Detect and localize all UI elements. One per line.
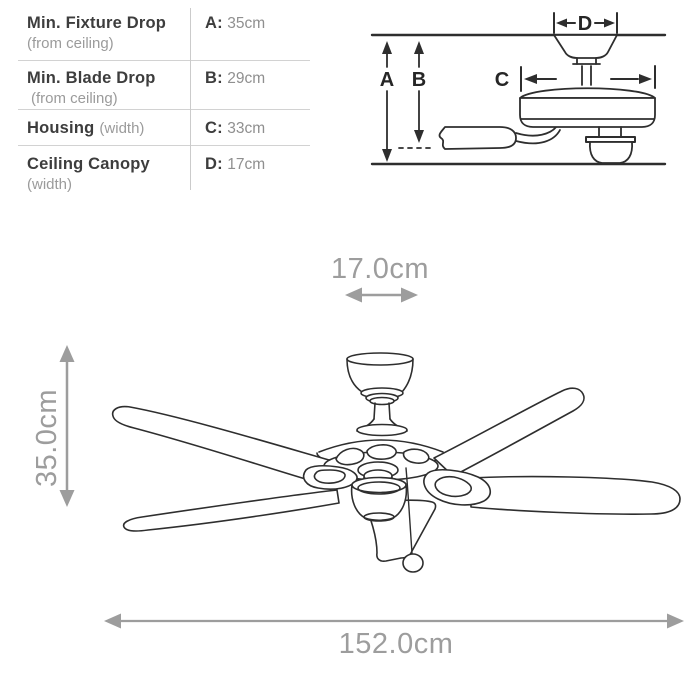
table-row <box>18 0 310 61</box>
dimension-a <box>379 41 395 162</box>
fan-illustration <box>0 230 700 700</box>
row-title: Min. Fixture Drop <box>27 14 167 32</box>
value-key: C: <box>205 119 223 137</box>
schematic-light-kit <box>586 127 635 163</box>
blade-sweep-arrow <box>104 614 684 629</box>
table-row <box>18 146 310 204</box>
side-view-diagram <box>350 0 700 200</box>
row-value <box>190 0 310 60</box>
table-row <box>18 61 310 110</box>
label-b: B <box>411 69 427 91</box>
fixture-drop-callout <box>31 345 75 507</box>
row-value <box>190 110 310 145</box>
row-title: Min. Blade Drop <box>27 69 156 87</box>
value-key: B: <box>205 69 223 87</box>
table-row <box>18 110 310 146</box>
label-a: A <box>379 69 395 91</box>
row-label <box>18 146 190 204</box>
schematic-housing <box>520 88 655 127</box>
canopy-width-label: 17.0cm <box>330 253 430 285</box>
value-number: 29cm <box>227 70 266 87</box>
row-value <box>190 61 310 109</box>
table-column-divider <box>190 8 191 190</box>
value-number: 17cm <box>227 156 266 173</box>
row-value <box>190 146 310 204</box>
row-subtitle: (width) <box>27 176 73 193</box>
row-subtitle: (from ceiling) <box>31 90 118 107</box>
label-c: C <box>494 69 510 91</box>
fan-downrod <box>357 403 407 436</box>
row-title: Housing <box>27 119 95 137</box>
row-subtitle: (width) <box>99 120 145 137</box>
value-key: D: <box>205 155 223 173</box>
canopy-width-arrow <box>345 288 418 303</box>
dimension-c <box>521 66 655 91</box>
value-key: A: <box>205 14 223 32</box>
row-label <box>18 61 190 109</box>
fan-canopy <box>347 353 413 405</box>
blade-sweep-label: 152.0cm <box>338 628 454 660</box>
row-label <box>18 110 190 145</box>
pull-chain-ball <box>403 554 423 572</box>
value-number: 33cm <box>227 120 266 137</box>
row-title: Ceiling Canopy <box>27 155 150 173</box>
fixture-drop-label: 35.0cm <box>31 388 63 488</box>
fan-blade-right <box>470 477 680 515</box>
label-d: D <box>577 13 593 35</box>
value-number: 35cm <box>227 15 266 32</box>
ceiling-fan-drawing <box>113 353 680 572</box>
dimension-b <box>411 41 427 143</box>
spec-table <box>18 0 310 204</box>
schematic-blade <box>440 126 560 149</box>
fan-light-kit <box>352 478 407 522</box>
canopy-width-callout <box>331 253 429 303</box>
blade-sweep-callout <box>104 614 684 661</box>
row-subtitle: (from ceiling) <box>27 35 114 52</box>
schematic-canopy <box>554 35 617 85</box>
fan-blade-lower-left <box>124 490 339 531</box>
row-label <box>18 0 190 60</box>
fan-blade-upper-right <box>434 388 584 476</box>
